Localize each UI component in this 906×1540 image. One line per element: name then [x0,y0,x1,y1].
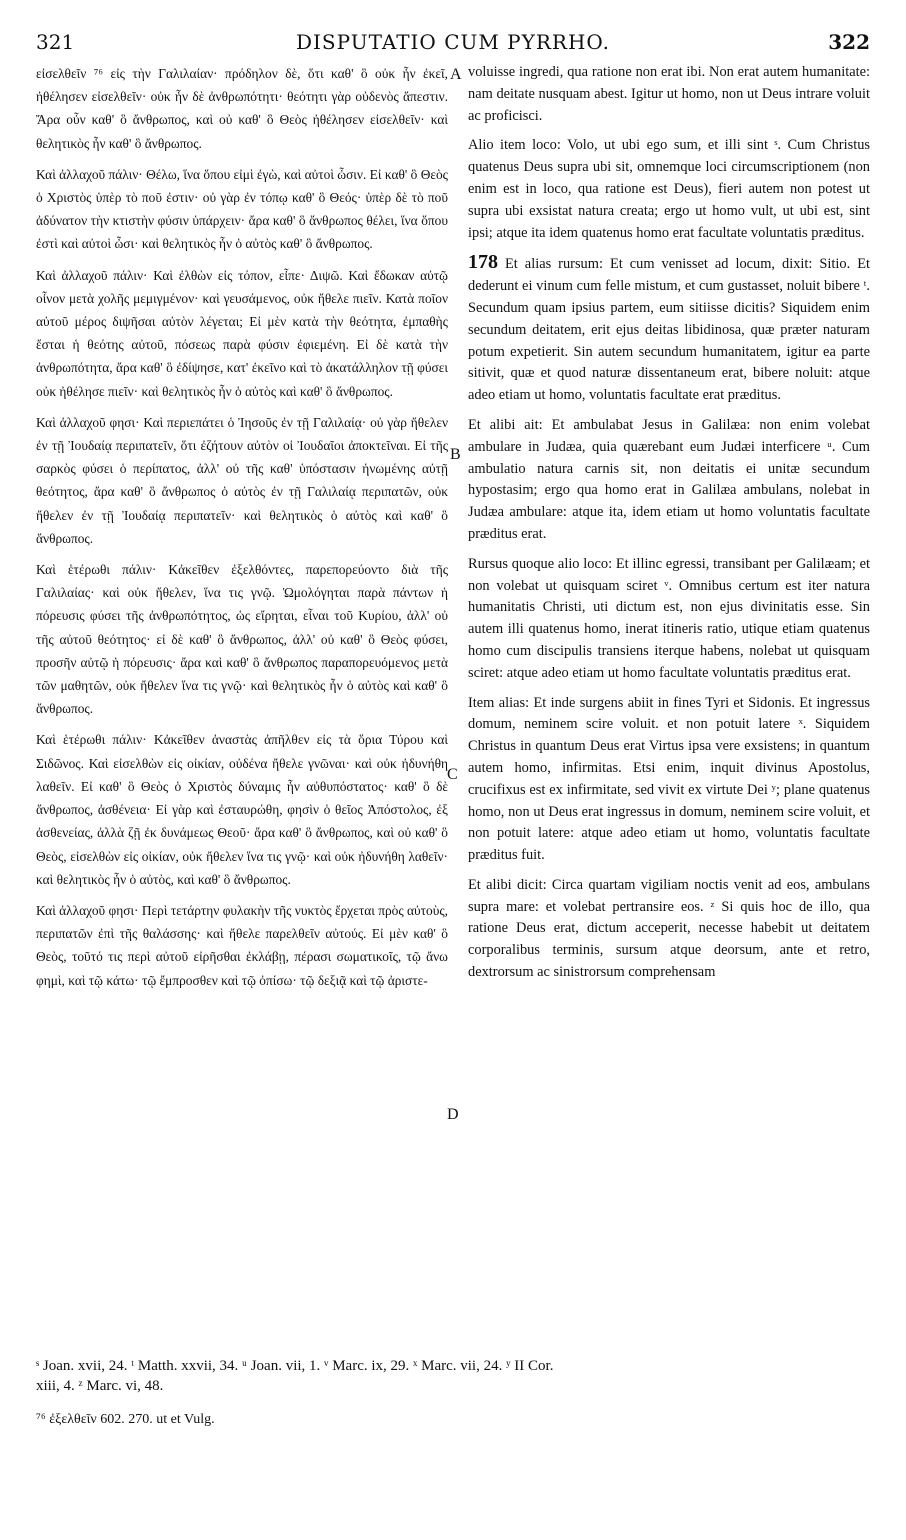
greek-paragraph: Καὶ ἑτέρωθι πάλιν· Κἀκεῖθεν ἀναστὰς ἀπῆλθεν εἰς τὰ ὅρια Τύρου καὶ Σιδῶνος. Καὶ εἰσελθὼν εἰς οἰκίαν, οὐδένα ἤθελε γνῶναι· καὶ οὐκ ἠδυνήθη λαθεῖν. Εἰ καθ' ὃ Θεὸς ὁ Χριστὸς δύναμις ἦν αὐθυπόστατος· καθ' ὃ δὲ ἄνθρωπος, ἀσθένεια· Εἰ γὰρ καὶ ἐσταυρώθη, φησὶν ὁ θεῖος Ἀπόστολος, ἐξ ἀσθενείας, ἀλλὰ ζῇ ἐκ δυνάμεως Θεοῦ· ἄρα καθ' ὃ ἄνθρωπος, καὶ οὐ καθ' ὃ Θεὸς, εἰσελθὼν εἰς οἰκίαν, οὐκ ἤθελεν ἵνα τις γνῷ· καὶ οὐκ ἠδυνήθη λαθεῖν· καὶ θελητικὸς ἦν ὁ αὐτὸς, καὶ καθ' ὃ ἄνθρωπος. [36,732,448,887]
greek-column [36,62,448,1352]
greek-paragraph: Καὶ ἑτέρωθι πάλιν· Κἀκεῖθεν ἐξελθόντες, παρεπορεύοντο διὰ τῆς Γαλιλαίας· καὶ οὐκ ἤθελεν, ἵνα τις γνῷ. Ὡμολόγηται παρὰ πάντων ἡ πόρευσις φύσει τῆς ἀνθρωπότητος, ὡς εἴρηται, εἶναι τοῦ Κυρίου, ἀλλ' οὐ τῆς αὐτοῦ θεότητος· εἰ δὲ καθ' ὃ ἄνθρωπος, ἀλλ' οὐ καθ' ὃ Θεὸς φύσει, προσῆν αὐτῷ ἡ πόρευσις· ἄρα καὶ καθ' ὃ ἄνθρωπος παραπορευόμενος μετὰ τῶν μαθητῶν, οὐκ ἤθελεν ἵνα τις γνῷ· καὶ θελητικὸς ἦν ὁ αὐτὸς καὶ καθ' ὃ ἄνθρωπος. [36,562,448,717]
footnote-line: ˢ Joan. xvii, 24. ᵗ Matth. xxvii, 34. ᵘ Joan. vii, 1. ᵛ Marc. ix, 29. ˣ Marc. vii, 24. ʸ II Cor. [36,1358,554,1374]
greek-paragraph: Καὶ ἀλλαχοῦ φησι· Καὶ περιεπάτει ὁ Ἰησοῦς ἐν τῇ Γαλιλαίᾳ· οὐ γὰρ ἤθελεν ἐν τῇ Ἰουδαίᾳ περιπατεῖν, ὅτι ἐζήτουν αὐτὸν οἱ Ἰουδαῖοι ἀποκτεῖναι. Εἰ τῆς σαρκὸς φύσει ὁ περίπατος, ἀλλ' οὐ τῆς καθ' ὑπόστασιν ἡνωμένης αὐτῇ θεότητος, ἄρα καθ' ὃ ἄνθρωπος ὁ αὐτὸς ἐν τῇ Γαλιλαίᾳ περιπατῶν, οὐκ ἤθελεν ἐν τῇ Ἰουδαίᾳ περιπατεῖν· καὶ θελητικὸς ὁ αὐτὸς καὶ καθ' ὃ ἄνθρωπος. [36,414,448,546]
footnote-line: xiii, 4. ᶻ Marc. vi, 48. [36,1378,164,1394]
page-number-left: 321 [36,30,75,54]
margin-letter-d: D [447,1106,459,1123]
latin-paragraph: Et alibi ait: Et ambulabat Jesus in Galilæa: non enim volebat ambulare in Judæa, quia quærebant eum Judæi interficere ᵘ. Cum ambulatio natura carnis sit, non deitatis ei unitæ secundum hypostasim; ergo qua homo erat in Galilæa ambulans, nolebat in Judæa ambulare: atque ita, idem etiam ut homo voluntatis facultate præditus erat. [468,416,870,542]
margin-letter-a: A [450,66,462,83]
latin-paragraph: voluisse ingredi, qua ratione non erat ibi. Non erat autem humanitate: nam deitate nusquam abest. Igitur ut homo, non ut Deus intrare voluit ac proficisci. [468,64,870,124]
latin-column [468,62,870,1352]
page-number-right: 322 [828,30,870,54]
latin-paragraph: Et alibi dicit: Circa quartam vigiliam noctis venit ad eos, ambulans supra mare: et volebat pertransire eos. ᶻ Si quis hoc de illo, qua ratione Deus erat, dictum acceperit, necesse habebit ut deitatem corporalibus terminis, sursum atque deorsum, ante et retro, dextrorsum ac sinistrorsum comprehensam [468,876,870,981]
greek-paragraph: Καὶ ἀλλαχοῦ πάλιν· Θέλω, ἵνα ὅπου εἰμὶ ἐγὼ, καὶ αὐτοὶ ὦσιν. Εἰ καθ' ὃ Θεὸς ὁ Χριστὸς ὑπὲρ τὸ ποῦ ἐστιν· οὐ γὰρ ἐν τόπῳ καθ' ὃ Θεός· ὑπὲρ δὲ τὸ ποῦ ἀδύνατον τὴν κτιστὴν φύσιν ὑπάρχειν· ἄρα καθ' ὃ ἄνθρωπος θέλει, ἵνα ὅπου ἐστὶ καὶ αὐτοὶ ὦσι· καὶ θελητικὸς ἦν ὁ αὐτὸς καθ' ὃ ἄνθρωπος. [36,166,448,252]
running-title: DISPUTATIO CUM PYRRHO. [296,30,610,54]
latin-paragraph-text: Et alias rursum: Et cum venisset ad locum, dixit: Sitio. Et dederunt ei vinum cum felle mistum, et cum gustasset, noluit bibere ᵗ. Secundum quam ipsius partem, eum sitiisse dicitis? Siquidem enim secundum deitatem, erit ejus deitas libidinosa, quæ præter naturam potum expetierit. Sin autem secundum humanitatem, igitur ea parte sitivit, quæ et quod naturæ dissentaneum erat, bibere noluit: atque adeo etiam ut homo, voluntatis facultate erat præditus. [468,256,870,404]
latin-paragraph-chapter [468,252,870,407]
running-header [36,30,870,60]
greek-paragraph: Καὶ ἀλλαχοῦ φησι· Περὶ τετάρτην φυλακὴν τῆς νυκτὸς ἔρχεται πρὸς αὐτοὺς, περιπατῶν ἐπὶ τῆς θαλάσσης· καὶ ἤθελε παρελθεῖν αὐτούς. Εἰ μὲν καθ' ὃ Θεὸς, τοῦτό τις περὶ αὐτοῦ εἰρῆσθαι ἐκλάβῃ, πέρασι σωματικοῖς, τῷ ἄνω φημὶ, καὶ τῷ κάτω· τῷ ἔμπροσθεν καὶ τῷ ὀπίσω· τῷ δεξιᾷ καὶ τῷ ἀριστε- [36,902,448,988]
greek-paragraph: εἰσελθεῖν ⁷⁶ εἰς τὴν Γαλιλαίαν· πρόδηλον δὲ, ὅτι καθ' ὃ οὐκ ἦν ἐκεῖ, ἠθέλησεν εἰσελθεῖν· οὐκ ἦν δὲ ἀνθρωπότητι· θεότητι γὰρ οὐδενὸς ἄπεστιν. Ἄρα οὖν καθ' ὃ ἄνθρωπος, καὶ οὐ καθ' ὃ Θεὸς ἠθέλησεν εἰσελθεῖν· καὶ θελητικὸς ἦν καθ' ὃ ἄνθρωπος. [36,66,448,151]
chapter-number: 178 [468,251,498,274]
margin-letter-c: C [447,766,458,783]
greek-paragraph: Καὶ ἀλλαχοῦ πάλιν· Καὶ ἐλθὼν εἰς τόπον, εἶπε· Διψῶ. Καὶ ἔδωκαν αὐτῷ οἶνον μετὰ χολῆς μεμιγμένον· καὶ γευσάμενος, οὐκ ἤθελε πιεῖν. Κατὰ ποῖον αὐτοῦ μέρος διψῆσαι αὐτὸν λέγεται; Εἰ μὲν κατὰ τὴν θεότητα, ἐμπαθὴς ἔσται ἡ θεότης αὐτοῦ, πόσεως παρὰ φύσιν ἐφιεμένη. Εἰ δὲ κατὰ τὴν ἀνθρωπότητα, ἄρα καθ' ὃ ἐδίψησε, κατ' ἐκεῖνο καὶ τὸ ἀκατάλληλον τῇ φύσει οὐκ ἠθέλησε πιεῖν· καὶ θελητικὸς ἦν ὁ αὐτὸς καὶ καθ' ὃ ἄνθρωπος. [36,267,448,399]
variant-note: ⁷⁶ ἐξελθεῖν 602. 270. ut et Vulg. [36,1412,215,1427]
latin-paragraph: Alio item loco: Volo, ut ubi ego sum, et illi sint ˢ. Cum Christus quatenus Deus supra ubi sit, omnemque loci circumscriptionem (non enim est in loco, qua ratione est Deus), fieri autem non potest ut supra ubi exsistat natura creata; ergo ut homo vult, ut ubi est, sint ipsi; atque ita idem quatenus homo erat facultate voluntatis præditus. [468,137,870,241]
latin-paragraph: Item alias: Et inde surgens abiit in fines Tyri et Sidonis. Et ingressus domum, neminem scire voluit. et non potuit latere ˣ. Siquidem Christus in quantum Deus erat Virtus ipsa vere exsistens; in quantum autem homo, infirmitas. Etsi enim, inquit divinus Apostolus, crucifixus est ex infirmitate, sed vivit ex virtute Dei ʸ; plane quatenus homo, non ut Deus erat ingressus in domum, neminem scire voluit, et non potuit latere: atque adeo etiam ut homo, voluntatis facultate præditus fuit. [468,694,870,864]
margin-letter-b: B [450,446,461,463]
footnotes [36,1356,870,1396]
latin-paragraph: Rursus quoque alio loco: Et illinc egressi, transibant per Galilæam; et non volebat ut quisquam sciret ᵛ. Omnibus certum est iter natura humanitatis Christi, uti dictum est, non ejus divinitatis esse. Sin autem illi quatenus homo, inerat itineris ratio, utique etiam quatenus homo cum discipulis transiens iterque habens, nolebat ut quisquam sciret: atque adeo etiam ut homo facultate voluntatis præditus erat. [468,555,870,681]
